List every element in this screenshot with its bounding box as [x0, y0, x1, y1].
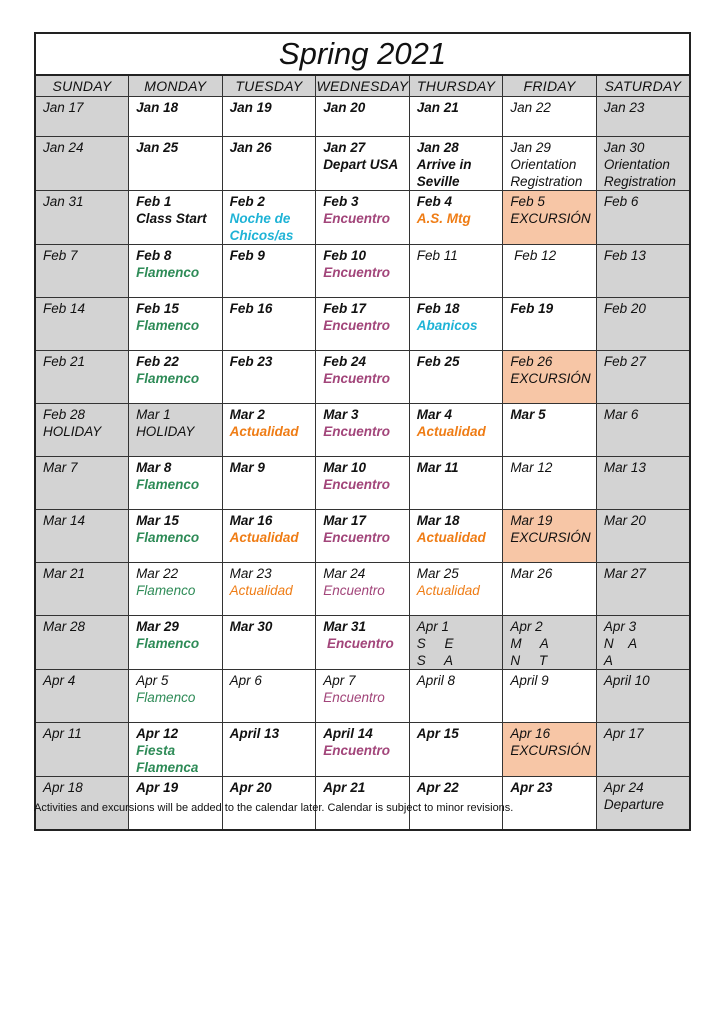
day-event: Encuentro — [323, 636, 394, 651]
day-date: Apr 17 — [603, 726, 644, 741]
day-event: Actualidad — [416, 583, 480, 598]
day-date: Jan 28 — [416, 140, 459, 155]
calendar-title: Spring 2021 — [35, 33, 690, 75]
day-date: Apr 23 — [510, 780, 553, 795]
day-event: Departure — [603, 797, 664, 812]
day-cell-friday — [503, 97, 597, 137]
day-date: Feb 14 — [43, 301, 86, 316]
day-date: Mar 28 — [43, 619, 86, 634]
day-cell-thursday — [409, 97, 503, 137]
day-event: Encuentro — [323, 583, 385, 598]
day-event: N A — [603, 636, 638, 651]
day-date: Apr 2 — [510, 619, 543, 634]
day-event: Flamenco — [136, 530, 200, 545]
day-cell-tuesday — [222, 298, 316, 351]
day-event: EXCURSIÓN — [510, 211, 591, 226]
day-date: Mar 30 — [229, 619, 273, 634]
day-date: Mar 15 — [136, 513, 179, 528]
day-cell-saturday — [596, 777, 690, 831]
day-date: Feb 3 — [323, 194, 359, 209]
day-cell-sunday — [35, 137, 129, 191]
day-cell-thursday — [409, 245, 503, 298]
day-date: Feb 12 — [510, 248, 557, 263]
calendar-week-row — [35, 351, 690, 404]
day-date: Mar 3 — [323, 407, 359, 422]
day-cell-wednesday — [316, 137, 410, 191]
weekday-saturday: SATURDAY — [596, 75, 690, 97]
day-date: Jan 30 — [603, 140, 645, 155]
day-date: Mar 21 — [43, 566, 86, 581]
day-date: Feb 15 — [136, 301, 179, 316]
day-cell-sunday — [35, 245, 129, 298]
day-cell-monday — [129, 510, 223, 563]
day-date: Mar 25 — [416, 566, 459, 581]
day-cell-sunday — [35, 670, 129, 723]
calendar-week-row — [35, 457, 690, 510]
day-cell-friday — [503, 670, 597, 723]
calendar-week-row — [35, 191, 690, 245]
day-date: Mar 27 — [603, 566, 646, 581]
day-cell-monday — [129, 191, 223, 245]
day-cell-friday — [503, 351, 597, 404]
day-cell-tuesday — [222, 670, 316, 723]
day-cell-tuesday — [222, 457, 316, 510]
calendar-week-row — [35, 97, 690, 137]
calendar-week-row — [35, 245, 690, 298]
day-cell-saturday — [596, 137, 690, 191]
day-cell-wednesday — [316, 670, 410, 723]
day-date: Mar 8 — [136, 460, 172, 475]
day-cell-tuesday — [222, 563, 316, 616]
day-cell-tuesday — [222, 404, 316, 457]
day-cell-monday — [129, 404, 223, 457]
day-date: Jan 27 — [323, 140, 366, 155]
day-date: Mar 22 — [136, 566, 179, 581]
day-cell-sunday — [35, 351, 129, 404]
day-cell-friday — [503, 404, 597, 457]
day-cell-monday — [129, 670, 223, 723]
day-date: Apr 11 — [43, 726, 82, 741]
day-date: Mar 18 — [416, 513, 460, 528]
day-date: Feb 8 — [136, 248, 172, 263]
day-date: Feb 18 — [416, 301, 460, 316]
day-event: Orientation — [603, 157, 670, 172]
day-date: Mar 17 — [323, 513, 366, 528]
day-date: Feb 22 — [136, 354, 179, 369]
day-event: A.S. Mtg — [416, 211, 471, 226]
day-date: Apr 16 — [510, 726, 551, 741]
day-event: Registration — [603, 174, 676, 189]
day-event: Flamenco — [136, 318, 200, 333]
day-date: Apr 19 — [136, 780, 179, 795]
day-event: Encuentro — [323, 690, 385, 705]
day-cell-wednesday — [316, 616, 410, 670]
day-event: Orientation — [510, 157, 577, 172]
day-event: EXCURSIÓN — [510, 743, 591, 758]
day-event: Arrive in — [416, 157, 472, 172]
day-cell-sunday — [35, 298, 129, 351]
day-date: Feb 20 — [603, 301, 646, 316]
day-event: HOLIDAY — [43, 424, 102, 439]
day-date: Mar 11 — [416, 460, 459, 475]
day-cell-monday — [129, 298, 223, 351]
day-event: Encuentro — [323, 318, 390, 333]
day-event: Encuentro — [323, 265, 390, 280]
calendar-week-row — [35, 510, 690, 563]
day-event: Abanicos — [416, 318, 478, 333]
day-cell-thursday — [409, 723, 503, 777]
calendar-table — [34, 32, 691, 831]
day-event: Encuentro — [323, 530, 390, 545]
day-cell-monday — [129, 351, 223, 404]
day-cell-wednesday — [316, 563, 410, 616]
day-date: Jan 21 — [416, 100, 459, 115]
day-cell-friday — [503, 191, 597, 245]
weekday-friday: FRIDAY — [503, 75, 597, 97]
calendar-week-row — [35, 723, 690, 777]
day-cell-thursday — [409, 404, 503, 457]
day-date: Jan 31 — [43, 194, 84, 209]
day-date: Apr 24 — [603, 780, 644, 795]
day-date: Jan 19 — [229, 100, 272, 115]
day-date: Apr 6 — [229, 673, 262, 688]
calendar-week-row — [35, 616, 690, 670]
day-cell-wednesday — [316, 245, 410, 298]
day-date: Jan 24 — [43, 140, 84, 155]
day-cell-friday — [503, 510, 597, 563]
day-cell-saturday — [596, 351, 690, 404]
day-date: Feb 17 — [323, 301, 366, 316]
day-event: Actualidad — [416, 530, 486, 545]
calendar-body — [35, 97, 690, 831]
day-date: Feb 26 — [510, 354, 553, 369]
day-cell-friday — [503, 616, 597, 670]
day-date: Mar 10 — [323, 460, 366, 475]
day-date: Feb 2 — [229, 194, 265, 209]
day-cell-thursday — [409, 510, 503, 563]
day-date: Feb 13 — [603, 248, 646, 263]
day-cell-thursday — [409, 457, 503, 510]
day-date: Mar 29 — [136, 619, 179, 634]
day-cell-friday — [503, 245, 597, 298]
day-date: Mar 26 — [510, 566, 553, 581]
calendar-week-row — [35, 404, 690, 457]
day-date: Jan 25 — [136, 140, 179, 155]
day-cell-saturday — [596, 404, 690, 457]
day-event: Fiesta — [136, 743, 176, 758]
day-cell-thursday — [409, 298, 503, 351]
day-date: Apr 1 — [416, 619, 450, 634]
day-cell-saturday — [596, 670, 690, 723]
day-date: Feb 24 — [323, 354, 366, 369]
day-cell-saturday — [596, 510, 690, 563]
day-cell-sunday — [35, 457, 129, 510]
day-event: S E — [416, 636, 454, 651]
day-cell-saturday — [596, 245, 690, 298]
day-event: Actualidad — [416, 424, 486, 439]
day-event: EXCURSIÓN — [510, 530, 591, 545]
day-cell-sunday — [35, 510, 129, 563]
day-date: Feb 5 — [510, 194, 545, 209]
day-event: Actualidad — [229, 530, 299, 545]
day-event: Depart USA — [323, 157, 399, 172]
day-date: Apr 21 — [323, 780, 366, 795]
day-cell-wednesday — [316, 298, 410, 351]
day-date: Jan 22 — [510, 100, 551, 115]
day-date: Mar 14 — [43, 513, 86, 528]
day-cell-friday — [503, 457, 597, 510]
day-date: April 9 — [510, 673, 549, 688]
day-cell-sunday — [35, 563, 129, 616]
day-date: Apr 22 — [416, 780, 459, 795]
day-date: April 14 — [323, 726, 373, 741]
calendar-week-row — [35, 298, 690, 351]
day-cell-wednesday — [316, 510, 410, 563]
weekday-tuesday: TUESDAY — [222, 75, 316, 97]
day-date: Feb 28 — [43, 407, 86, 422]
day-cell-sunday — [35, 97, 129, 137]
day-event: Flamenco — [136, 583, 196, 598]
day-cell-saturday — [596, 191, 690, 245]
day-date: Jan 20 — [323, 100, 366, 115]
day-event: Encuentro — [323, 371, 390, 386]
day-cell-friday — [503, 777, 597, 831]
day-date: Mar 2 — [229, 407, 265, 422]
day-cell-tuesday — [222, 191, 316, 245]
day-cell-friday — [503, 298, 597, 351]
day-date: Mar 7 — [43, 460, 78, 475]
day-cell-sunday — [35, 191, 129, 245]
day-event: Flamenco — [136, 265, 200, 280]
day-cell-thursday — [409, 137, 503, 191]
day-date: Mar 13 — [603, 460, 646, 475]
weekday-header-row — [35, 75, 690, 97]
day-event: Encuentro — [323, 743, 390, 758]
day-date: Mar 20 — [603, 513, 646, 528]
day-cell-monday — [129, 723, 223, 777]
day-cell-sunday — [35, 723, 129, 777]
day-date: Jan 18 — [136, 100, 179, 115]
weekday-wednesday: WEDNESDAY — [316, 75, 410, 97]
day-cell-friday — [503, 137, 597, 191]
day-cell-saturday — [596, 97, 690, 137]
day-date: Mar 24 — [323, 566, 366, 581]
day-cell-monday — [129, 137, 223, 191]
day-event: Actualidad — [229, 424, 299, 439]
day-date: April 8 — [416, 673, 456, 688]
weekday-monday: MONDAY — [129, 75, 223, 97]
day-event: A — [603, 653, 613, 668]
day-cell-monday — [129, 457, 223, 510]
day-cell-saturday — [596, 457, 690, 510]
day-date: Feb 10 — [323, 248, 366, 263]
day-cell-thursday — [409, 351, 503, 404]
day-date: Apr 18 — [43, 780, 83, 795]
day-date: Feb 16 — [229, 301, 273, 316]
day-date: Jan 23 — [603, 100, 645, 115]
day-cell-wednesday — [316, 723, 410, 777]
day-date: Feb 21 — [43, 354, 86, 369]
calendar-week-row — [35, 137, 690, 191]
day-cell-tuesday — [222, 351, 316, 404]
day-cell-tuesday — [222, 97, 316, 137]
day-cell-saturday — [596, 723, 690, 777]
weekday-sunday: SUNDAY — [35, 75, 129, 97]
day-date: Jan 17 — [43, 100, 84, 115]
day-date: Mar 5 — [510, 407, 546, 422]
day-date: Feb 7 — [43, 248, 78, 263]
day-cell-friday — [503, 563, 597, 616]
day-cell-wednesday — [316, 351, 410, 404]
day-event: N T — [510, 653, 548, 668]
day-date: Feb 23 — [229, 354, 273, 369]
day-date: Mar 12 — [510, 460, 553, 475]
day-cell-saturday — [596, 616, 690, 670]
calendar-week-row — [35, 670, 690, 723]
calendar-footnote: Activities and excursions will be added to the calendar later. Calendar is subject to minor revisions. — [34, 802, 514, 814]
day-event: Encuentro — [323, 211, 390, 226]
day-event: Actualidad — [229, 583, 293, 598]
day-date: Mar 23 — [229, 566, 272, 581]
day-event: Encuentro — [323, 424, 390, 439]
day-event: Flamenco — [136, 477, 200, 492]
day-event: Flamenca — [136, 760, 199, 775]
day-cell-thursday — [409, 191, 503, 245]
day-date: Feb 6 — [603, 194, 639, 209]
day-event: Seville — [416, 174, 460, 189]
day-event: Encuentro — [323, 477, 390, 492]
day-date: Mar 19 — [510, 513, 553, 528]
day-date: Feb 11 — [416, 248, 458, 263]
day-cell-thursday — [409, 616, 503, 670]
day-date: Apr 4 — [43, 673, 76, 688]
day-date: Mar 31 — [323, 619, 366, 634]
day-cell-friday — [503, 723, 597, 777]
day-date: Apr 3 — [603, 619, 637, 634]
day-date: Mar 9 — [229, 460, 265, 475]
day-event: Noche de — [229, 211, 291, 226]
day-cell-monday — [129, 97, 223, 137]
day-date: Apr 7 — [323, 673, 356, 688]
day-event: Class Start — [136, 211, 207, 226]
day-cell-wednesday — [316, 97, 410, 137]
day-date: April 13 — [229, 726, 280, 741]
day-cell-saturday — [596, 298, 690, 351]
day-event: Flamenco — [136, 690, 196, 705]
calendar-week-row — [35, 563, 690, 616]
day-date: Feb 19 — [510, 301, 554, 316]
weekday-thursday: THURSDAY — [409, 75, 503, 97]
day-date: Feb 4 — [416, 194, 453, 209]
day-date: Feb 9 — [229, 248, 265, 263]
day-date: Apr 5 — [136, 673, 169, 688]
day-date: Apr 20 — [229, 780, 272, 795]
day-cell-wednesday — [316, 457, 410, 510]
day-date: Jan 26 — [229, 140, 272, 155]
day-cell-tuesday — [222, 137, 316, 191]
day-event: Chicos/as — [229, 228, 294, 243]
day-date: Feb 25 — [416, 354, 460, 369]
day-event: M A — [510, 636, 549, 651]
day-date: Apr 12 — [136, 726, 179, 741]
day-cell-wednesday — [316, 191, 410, 245]
day-cell-tuesday — [222, 616, 316, 670]
day-cell-wednesday — [316, 404, 410, 457]
day-event: EXCURSIÓN — [510, 371, 591, 386]
day-event: HOLIDAY — [136, 424, 195, 439]
day-cell-tuesday — [222, 245, 316, 298]
day-event: S A — [416, 653, 454, 668]
day-cell-monday — [129, 245, 223, 298]
day-date: Feb 27 — [603, 354, 646, 369]
day-event: Flamenco — [136, 636, 200, 651]
day-date: April 10 — [603, 673, 650, 688]
day-date: Mar 6 — [603, 407, 639, 422]
day-date: Feb 1 — [136, 194, 172, 209]
day-cell-thursday — [409, 563, 503, 616]
day-cell-sunday — [35, 404, 129, 457]
day-date: Mar 4 — [416, 407, 453, 422]
day-cell-thursday — [409, 670, 503, 723]
day-date: Mar 16 — [229, 513, 273, 528]
day-cell-tuesday — [222, 510, 316, 563]
day-cell-tuesday — [222, 723, 316, 777]
day-event: Registration — [510, 174, 583, 189]
day-event: Flamenco — [136, 371, 200, 386]
day-cell-saturday — [596, 563, 690, 616]
day-cell-sunday — [35, 616, 129, 670]
day-cell-monday — [129, 616, 223, 670]
day-date: Mar 1 — [136, 407, 171, 422]
day-date: Jan 29 — [510, 140, 551, 155]
day-cell-monday — [129, 563, 223, 616]
day-date: Apr 15 — [416, 726, 459, 741]
